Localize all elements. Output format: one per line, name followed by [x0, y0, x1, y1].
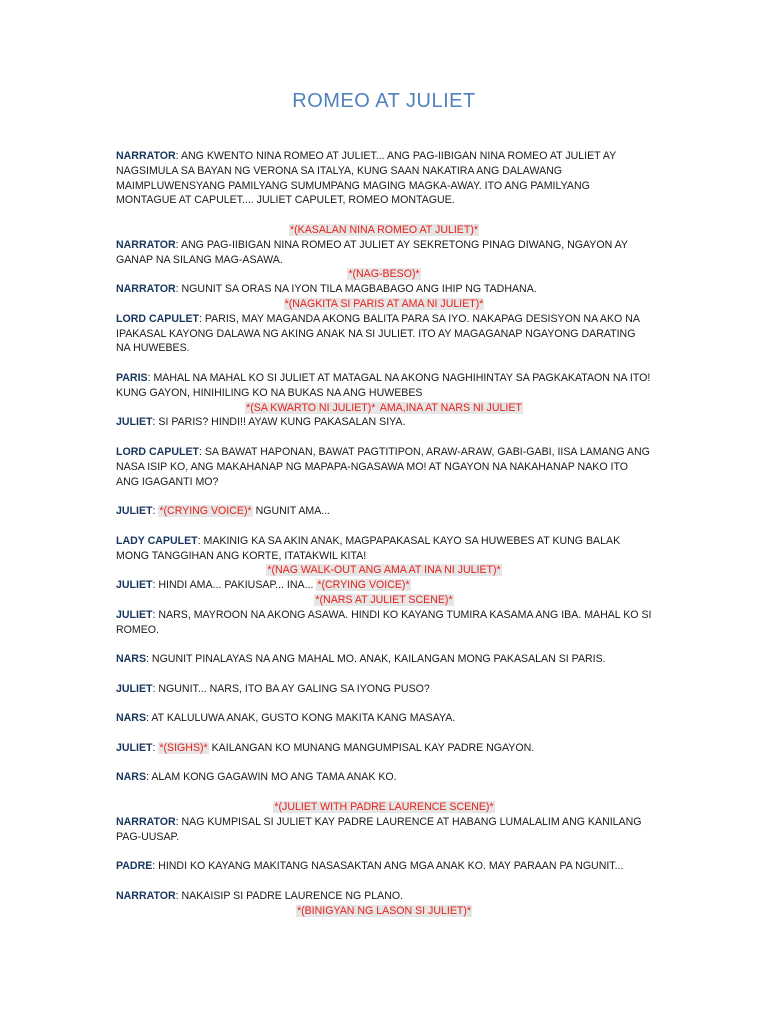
speaker-name: JULIET	[116, 416, 153, 429]
stage-direction	[116, 401, 652, 416]
stage-direction	[116, 904, 652, 919]
speaker-name: NARRATOR	[116, 283, 176, 296]
speaker-name: JULIET	[116, 682, 153, 695]
speaker-name: NARRATOR	[116, 238, 176, 251]
stage-direction-text: *(NAGKITA SI PARIS AT AMA NI JULIET)*	[284, 297, 484, 310]
dialogue-line	[116, 238, 652, 268]
speaker-name: NARS	[116, 712, 147, 725]
speaker-name: JULIET	[116, 741, 153, 754]
stage-direction	[116, 267, 652, 282]
dialogue-line	[116, 770, 652, 785]
dialogue-line	[116, 415, 652, 430]
dialogue-line	[116, 608, 652, 638]
dialogue-text: : NGUNIT PINALAYAS NA ANG MAHAL MO. ANAK, KAILANGAN MONG PAKASALAN SI PARIS.	[146, 653, 606, 666]
blank-line	[116, 430, 652, 445]
dialogue-text: : NGUNIT SA ORAS NA IYON TILA MAGBABAGO ANG IHIP NG TADHANA.	[175, 283, 537, 296]
stage-direction	[116, 297, 652, 312]
blank-line	[116, 519, 652, 534]
inline-direction: *(SIGHS)*	[159, 741, 208, 754]
blank-line	[116, 489, 652, 504]
dialogue-line	[116, 682, 652, 697]
stage-direction-text: *(NAG-BESO)*	[348, 268, 420, 281]
blank-line	[116, 696, 652, 711]
dialogue-line	[116, 149, 652, 208]
dialogue-line	[116, 312, 652, 356]
script-body	[116, 149, 652, 918]
stage-direction-text: *(JULIET WITH PADRE LAURENCE SCENE)*	[274, 801, 494, 814]
dialogue-text: : PARIS, MAY MAGANDA AKONG BALITA PARA SA IYO. NAKAPAG DESISYON NA AKO NA IPAKASAL KAYONG DALAWA NG AKING ANAK NA SI JULIET. ITO AY MAGAGANAP NGAYONG DARATING NA HUWEBES.	[116, 312, 640, 355]
speaker-name: JULIET	[116, 608, 153, 621]
blank-line	[116, 356, 652, 371]
stage-direction-text: *(BINIGYAN NG LASON SI JULIET)*	[296, 904, 472, 917]
dialogue-line	[116, 282, 652, 297]
dialogue-text: : NAKAISIP SI PADRE LAURENCE NG PLANO.	[175, 889, 404, 902]
speaker-name: LORD CAPULET	[116, 312, 199, 325]
speaker-name: NARS	[116, 771, 147, 784]
dialogue-text: NGUNIT AMA...	[252, 505, 331, 518]
inline-direction: *(CRYING VOICE)*	[317, 579, 410, 592]
blank-line	[116, 844, 652, 859]
dialogue-text: : SA BAWAT HAPONAN, BAWAT PAGTITIPON, ARAW-ARAW, GABI-GABI, IISA LAMANG ANG NASA ISIP KO, ANG MAKAHANAP NG MAPAPA-NGASAWA MO! AT NGAYON NA NAKAHANAP NAKO ITO ANG IGAGANTI MO?	[116, 445, 650, 488]
dialogue-text: : ALAM KONG GAGAWIN MO ANG TAMA ANAK KO.	[146, 771, 397, 784]
dialogue-line	[116, 889, 652, 904]
dialogue-text: KAILANGAN KO MUNANG MANGUMPISAL KAY PADRE NGAYON.	[208, 741, 535, 754]
dialogue-line	[116, 534, 652, 564]
speaker-name: JULIET	[116, 505, 153, 518]
blank-line	[116, 208, 652, 223]
blank-line	[116, 637, 652, 652]
speaker-name: NARRATOR	[116, 815, 176, 828]
stage-direction-text: *(SA KWARTO NI JULIET)*	[246, 401, 376, 414]
dialogue-line	[116, 815, 652, 845]
dialogue-text: :	[152, 505, 159, 518]
blank-line	[116, 756, 652, 771]
blank-line	[116, 874, 652, 889]
speaker-name: JULIET	[116, 579, 153, 592]
stage-direction-text: *(NAG WALK-OUT ANG AMA AT INA NI JULIET)*	[267, 564, 501, 577]
blank-line	[116, 667, 652, 682]
dialogue-text: : MAHAL NA MAHAL KO SI JULIET AT MATAGAL NA AKONG NAGHIHINTAY SA PAGKAKATAON NA ITO! KUNG GAYON, HINIHILING KO NA BUKAS NA ANG HUWEBES	[116, 371, 651, 399]
speaker-name: NARS	[116, 653, 147, 666]
dialogue-text: : HINDI AMA... PAKIUSAP... INA...	[152, 579, 317, 592]
speaker-name: NARRATOR	[116, 889, 176, 902]
dialogue-text: : AT KALULUWA ANAK, GUSTO KONG MAKITA KANG MASAYA.	[146, 712, 456, 725]
dialogue-text: :	[152, 741, 159, 754]
stage-direction	[116, 223, 652, 238]
stage-direction-text: AMA,INA AT NARS NI JULIET	[377, 401, 522, 414]
stage-direction-text: *(KASALAN NINA ROMEO AT JULIET)*	[290, 223, 478, 236]
speaker-name: NARRATOR	[116, 150, 176, 162]
speaker-name: PARIS	[116, 371, 148, 384]
document-title: ROMEO AT JULIET	[292, 90, 476, 112]
stage-direction	[116, 593, 652, 608]
speaker-name: PADRE	[116, 860, 153, 873]
dialogue-line	[116, 711, 652, 726]
dialogue-line	[116, 371, 652, 401]
dialogue-text: : ANG PAG-IIBIGAN NINA ROMEO AT JULIET AY SEKRETONG PINAG DIWANG, NGAYON AY GANAP NA SILANG MAG-ASAWA.	[116, 238, 628, 266]
dialogue-line	[116, 504, 652, 519]
stage-direction	[116, 800, 652, 815]
dialogue-text: : NGUNIT... NARS, ITO BA AY GALING SA IYONG PUSO?	[152, 682, 430, 695]
dialogue-line	[116, 741, 652, 756]
speaker-name: LORD CAPULET	[116, 445, 199, 458]
dialogue-text: : NAG KUMPISAL SI JULIET KAY PADRE LAURENCE AT HABANG LUMALALIM ANG KANILANG PAG-UUSAP.	[116, 815, 642, 843]
inline-direction: *(CRYING VOICE)*	[159, 505, 252, 518]
blank-line	[116, 785, 652, 800]
dialogue-text: : HINDI KO KAYANG MAKITANG NASASAKTAN ANG MGA ANAK KO. MAY PARAAN PA NGUNIT...	[152, 860, 624, 873]
stage-direction	[116, 563, 652, 578]
dialogue-text: : MAKINIG KA SA AKIN ANAK, MAGPAPAKASAL KAYO SA HUWEBES AT KUNG BALAK MONG TANGGIHAN ANG KORTE, ITATAKWIL KITA!	[116, 534, 621, 562]
dialogue-text: : SI PARIS? HINDI!! AYAW KUNG PAKASALAN SIYA.	[152, 416, 406, 429]
stage-direction-text: *(NARS AT JULIET SCENE)*	[315, 593, 453, 606]
dialogue-line	[116, 445, 652, 489]
speaker-name: LADY CAPULET	[116, 534, 198, 547]
dialogue-text: : ANG KWENTO NINA ROMEO AT JULIET... ANG PAG-IIBIGAN NINA ROMEO AT JULIET AY NAGSIMULA SA BAYAN NG VERONA SA ITALYA, KUNG SAAN NAKATIRA ANG DALAWANG MAIMPLUWENSYANG PAMILYANG SUMUMPANG MAGING MAGKA-AWAY. ITO ANG PAMILYANG MONTAGUE AT CAPULET.... JULIET CAPULET, ROMEO MONTAGUE.	[116, 150, 616, 207]
blank-line	[116, 726, 652, 741]
dialogue-line	[116, 652, 652, 667]
dialogue-text: : NARS, MAYROON NA AKONG ASAWA. HINDI KO KAYANG TUMIRA KASAMA ANG IBA. MAHAL KO SI ROMEO.	[116, 608, 652, 636]
dialogue-line	[116, 859, 652, 874]
dialogue-line	[116, 578, 652, 593]
